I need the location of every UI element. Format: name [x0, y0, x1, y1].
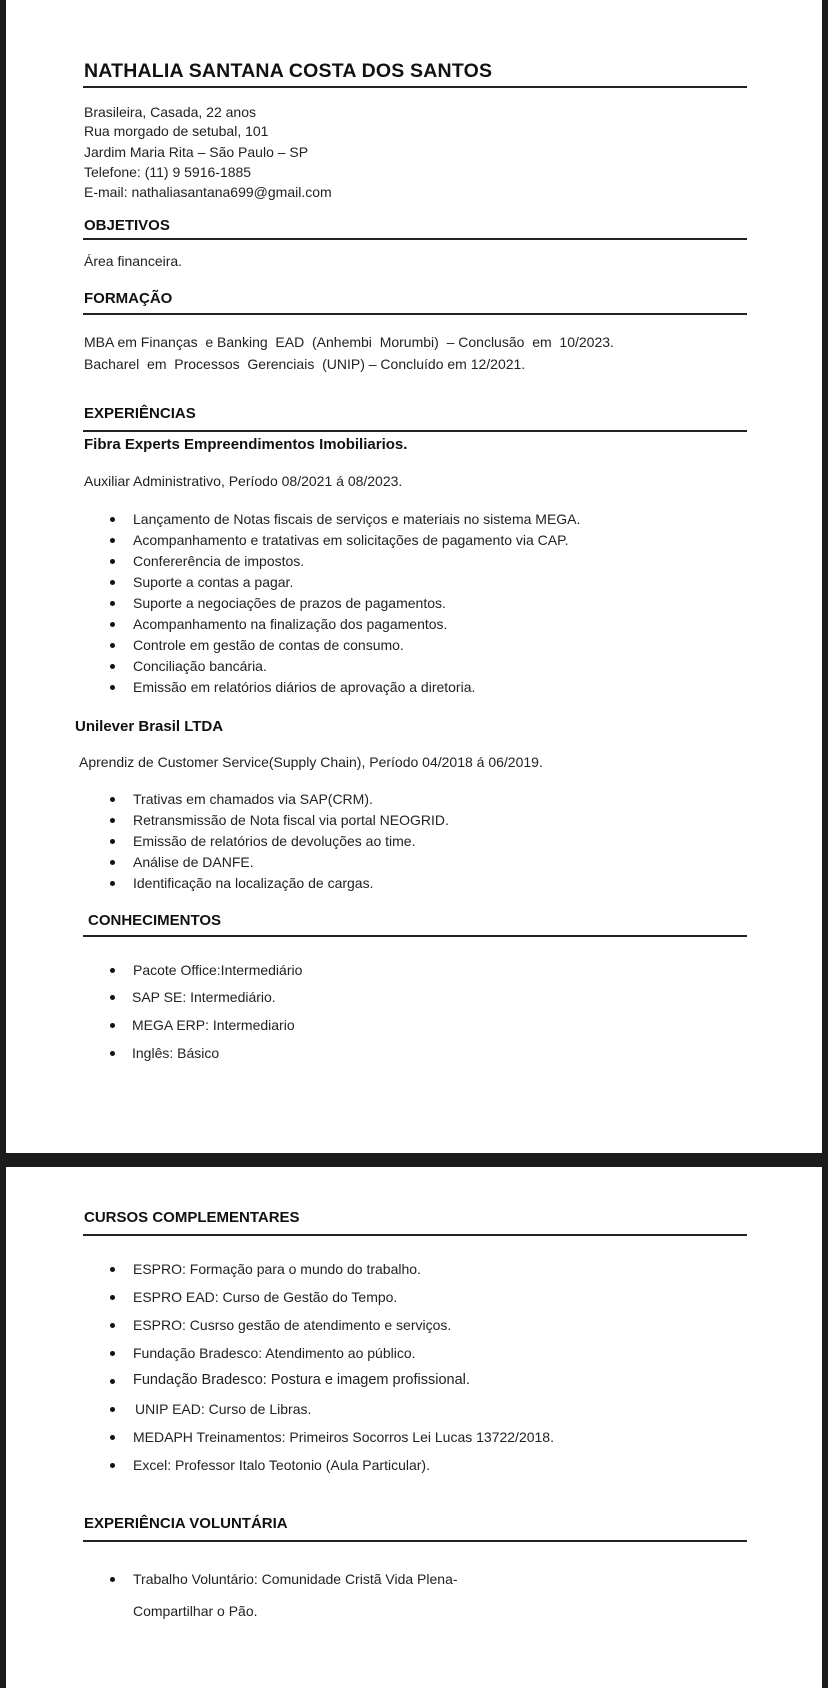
job-role: Aprendiz de Customer Service(Supply Chain), Período 04/2018 á 06/2019.: [79, 754, 543, 770]
list-item: Retransmissão de Nota fiscal via portal NEOGRID.: [133, 812, 449, 828]
list-item: Fundação Bradesco: Postura e imagem profissional.: [133, 1372, 470, 1388]
bullet-icon: [110, 995, 115, 1000]
list-item: Análise de DANFE.: [133, 854, 254, 870]
bullet-icon: [110, 685, 115, 690]
section-title-objetivos: OBJETIVOS: [84, 217, 170, 234]
list-item: Acompanhamento na finalização dos pagamentos.: [133, 616, 448, 632]
objetivo-text: Área financeira.: [84, 253, 183, 269]
list-item: Trabalho Voluntário: Comunidade Cristã Vida Plena-: [133, 1571, 458, 1587]
list-item: Trativas em chamados via SAP(CRM).: [133, 791, 373, 807]
bullet-icon: [110, 1295, 115, 1300]
bullet-icon: [110, 601, 115, 606]
bullet-icon: [110, 818, 115, 823]
voluntaria-divider: [83, 1540, 747, 1542]
bullet-icon: [110, 517, 115, 522]
bullet-icon: [110, 839, 115, 844]
bullet-icon: [110, 1407, 115, 1412]
bullet-icon: [110, 538, 115, 543]
list-item: Confererência de impostos.: [133, 553, 305, 569]
bullet-icon: [110, 968, 115, 973]
address-line: Rua morgado de setubal, 101: [84, 123, 269, 139]
bullet-icon: [110, 1435, 115, 1440]
job-role: Auxiliar Administrativo, Período 08/2021 á 08/2023.: [84, 473, 403, 489]
list-item-continuation: Compartilhar o Pão.: [133, 1603, 258, 1619]
list-item: UNIP EAD: Curso de Libras.: [135, 1401, 312, 1417]
formacao-item: MBA em Finanças e Banking EAD (Anhembi Morumbi) – Conclusão em 10/2023.: [84, 334, 614, 350]
list-item: ESPRO: Formação para o mundo do trabalho.: [133, 1261, 421, 1277]
bullet-icon: [110, 1379, 115, 1384]
experiencias-divider: [83, 430, 747, 432]
bullet-icon: [110, 643, 115, 648]
bullet-icon: [110, 664, 115, 669]
list-item: MEGA ERP: Intermediario: [132, 1017, 295, 1033]
objetivos-divider: [83, 238, 747, 240]
bullet-icon: [110, 797, 115, 802]
list-item: Fundação Bradesco: Atendimento ao público.: [133, 1345, 416, 1361]
bullet-icon: [110, 1577, 115, 1582]
list-item: SAP SE: Intermediário.: [132, 989, 276, 1005]
list-item: Suporte a contas a pagar.: [133, 574, 294, 590]
bullet-icon: [110, 1051, 115, 1056]
bullet-icon: [110, 1463, 115, 1468]
bullet-icon: [110, 881, 115, 886]
company-name: Fibra Experts Empreendimentos Imobiliarios.: [84, 436, 408, 453]
list-item: Identificação na localização de cargas.: [133, 875, 374, 891]
formacao-item: Bacharel em Processos Gerenciais (UNIP) – Concluído em 12/2021.: [84, 356, 526, 372]
list-item: MEDAPH Treinamentos: Primeiros Socorros Lei Lucas 13722/2018.: [133, 1429, 554, 1445]
cursos-divider: [83, 1234, 747, 1236]
resume-page-1: [6, 0, 822, 1153]
candidate-name: NATHALIA SANTANA COSTA DOS SANTOS: [84, 60, 493, 82]
list-item: Emissão de relatórios de devoluções ao time.: [133, 833, 416, 849]
conhecimentos-divider: [83, 935, 747, 937]
list-item: Inglês: Básico: [132, 1045, 220, 1061]
list-item: Controle em gestão de contas de consumo.: [133, 637, 404, 653]
list-item: Suporte a negociações de prazos de pagamentos.: [133, 595, 446, 611]
personal-info-line: Brasileira, Casada, 22 anos: [84, 104, 256, 120]
section-title-voluntaria: EXPERIÊNCIA VOLUNTÁRIA: [84, 1515, 288, 1532]
section-title-formacao: FORMAÇÃO: [84, 290, 173, 307]
list-item: Acompanhamento e tratativas em solicitações de pagamento via CAP.: [133, 532, 569, 548]
name-divider: [83, 86, 747, 88]
section-title-conhecimentos: CONHECIMENTOS: [88, 912, 222, 929]
list-item: ESPRO EAD: Curso de Gestão do Tempo.: [133, 1289, 398, 1305]
company-name: Unilever Brasil LTDA: [75, 718, 224, 735]
section-title-experiencias: EXPERIÊNCIAS: [84, 405, 196, 422]
bullet-icon: [110, 622, 115, 627]
list-item: Lançamento de Notas fiscais de serviços e materiais no sistema MEGA.: [133, 511, 581, 527]
list-item: Conciliação bancária.: [133, 658, 267, 674]
resume-page-2: [6, 1167, 822, 1688]
bullet-icon: [110, 1267, 115, 1272]
list-item: ESPRO: Cusrso gestão de atendimento e serviços.: [133, 1317, 452, 1333]
formacao-divider: [83, 313, 747, 315]
bullet-icon: [110, 559, 115, 564]
list-item: Emissão em relatórios diários de aprovação a diretoria.: [133, 679, 476, 695]
bullet-icon: [110, 860, 115, 865]
phone-line: Telefone: (11) 9 5916-1885: [84, 164, 252, 180]
bullet-icon: [110, 1323, 115, 1328]
bullet-icon: [110, 1351, 115, 1356]
section-title-cursos: CURSOS COMPLEMENTARES: [84, 1209, 300, 1226]
city-line: Jardim Maria Rita – São Paulo – SP: [84, 144, 309, 160]
email-line: E-mail: nathaliasantana699@gmail.com: [84, 184, 332, 200]
bullet-icon: [110, 580, 115, 585]
bullet-icon: [110, 1023, 115, 1028]
list-item: Pacote Office:Intermediário: [133, 962, 303, 978]
list-item: Excel: Professor Italo Teotonio (Aula Particular).: [133, 1457, 430, 1473]
